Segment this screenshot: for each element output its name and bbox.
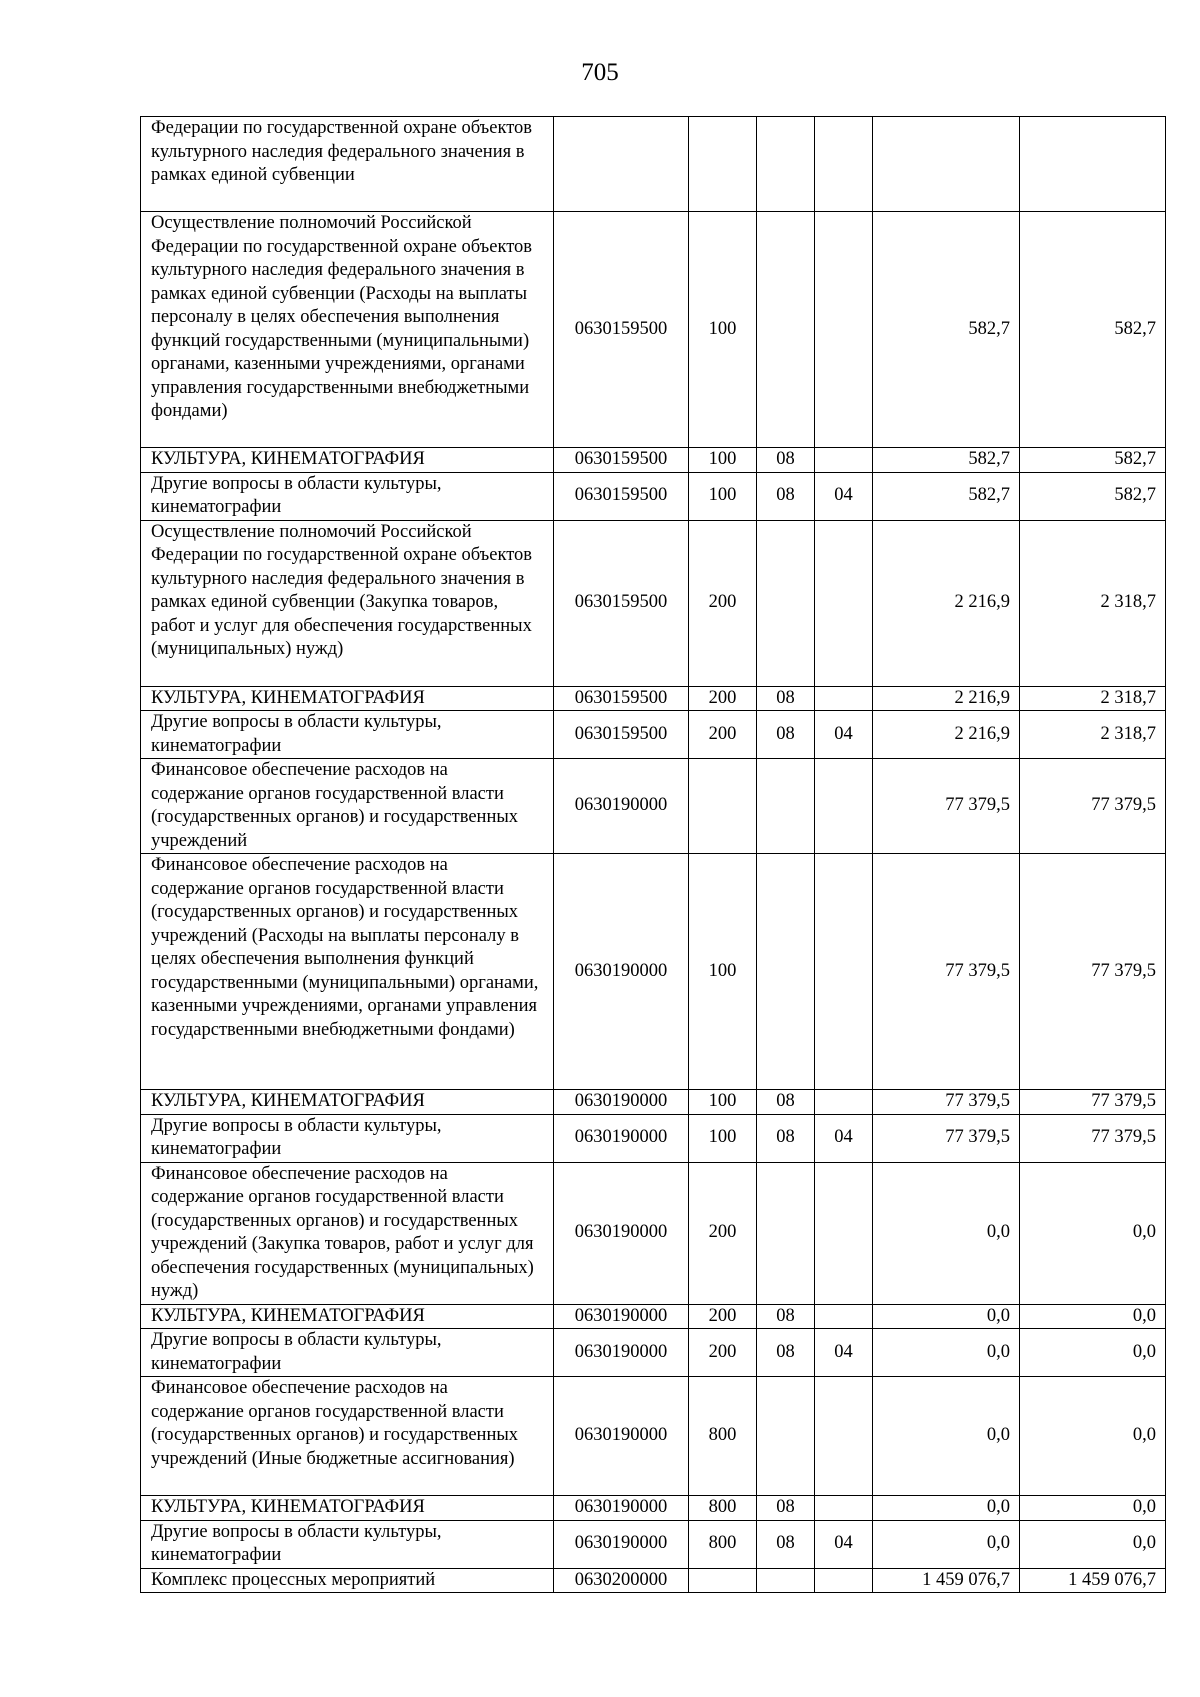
row-name: Финансовое обеспечение расходов на содержание органов государственной власти (государственных органов) и государственных учреждений — [141, 759, 554, 854]
row-expense-type — [689, 759, 757, 854]
table-row — [141, 759, 1166, 854]
row-section: 08 — [757, 711, 815, 759]
row-name: КУЛЬТУРА, КИНЕМАТОГРАФИЯ — [141, 1090, 554, 1115]
budget-table — [140, 116, 1166, 1593]
table-row — [141, 686, 1166, 711]
row-expense-type: 200 — [689, 1162, 757, 1304]
row-subsection: 04 — [815, 472, 873, 520]
table-row — [141, 1568, 1166, 1593]
row-amount-1 — [873, 117, 1020, 212]
row-expense-type: 100 — [689, 854, 757, 1090]
row-code — [554, 117, 689, 212]
row-amount-2: 2 318,7 — [1020, 711, 1166, 759]
row-amount-1: 582,7 — [873, 472, 1020, 520]
row-expense-type: 800 — [689, 1496, 757, 1521]
row-subsection: 04 — [815, 1114, 873, 1162]
row-subsection — [815, 212, 873, 448]
row-section: 08 — [757, 686, 815, 711]
row-code: 0630190000 — [554, 1520, 689, 1568]
row-amount-2: 77 379,5 — [1020, 1114, 1166, 1162]
row-amount-2: 0,0 — [1020, 1377, 1166, 1496]
row-subsection — [815, 520, 873, 686]
table-row — [141, 1162, 1166, 1304]
row-amount-1: 1 459 076,7 — [873, 1568, 1020, 1593]
table-row — [141, 1496, 1166, 1521]
row-amount-1: 2 216,9 — [873, 711, 1020, 759]
row-section: 08 — [757, 1090, 815, 1115]
table-row — [141, 854, 1166, 1090]
row-code: 0630190000 — [554, 1090, 689, 1115]
row-subsection — [815, 686, 873, 711]
row-subsection: 04 — [815, 711, 873, 759]
row-amount-2: 0,0 — [1020, 1496, 1166, 1521]
row-amount-1: 77 379,5 — [873, 854, 1020, 1090]
row-name: Финансовое обеспечение расходов на содержание органов государственной власти (государственных органов) и государственных учреждений (Закупка товаров, работ и услуг для обеспечения государственных (муниципальных) нужд) — [141, 1162, 554, 1304]
row-amount-2: 2 318,7 — [1020, 686, 1166, 711]
row-name: Другие вопросы в области культуры, кинематографии — [141, 1329, 554, 1377]
row-code: 0630190000 — [554, 759, 689, 854]
row-expense-type: 200 — [689, 686, 757, 711]
table-row — [141, 1520, 1166, 1568]
row-amount-1: 77 379,5 — [873, 759, 1020, 854]
row-code: 0630159500 — [554, 686, 689, 711]
row-section: 08 — [757, 1329, 815, 1377]
table-row — [141, 1090, 1166, 1115]
row-code: 0630190000 — [554, 1114, 689, 1162]
row-expense-type: 200 — [689, 1329, 757, 1377]
row-section — [757, 212, 815, 448]
row-amount-2: 77 379,5 — [1020, 759, 1166, 854]
row-amount-1: 0,0 — [873, 1329, 1020, 1377]
row-amount-2: 1 459 076,7 — [1020, 1568, 1166, 1593]
row-code: 0630190000 — [554, 1496, 689, 1521]
row-subsection — [815, 1496, 873, 1521]
row-name: КУЛЬТУРА, КИНЕМАТОГРАФИЯ — [141, 686, 554, 711]
row-amount-1: 2 216,9 — [873, 520, 1020, 686]
row-expense-type: 100 — [689, 1114, 757, 1162]
row-amount-1: 582,7 — [873, 448, 1020, 473]
row-code: 0630190000 — [554, 1162, 689, 1304]
row-expense-type: 200 — [689, 520, 757, 686]
table-row — [141, 212, 1166, 448]
row-amount-2: 582,7 — [1020, 448, 1166, 473]
row-code: 0630190000 — [554, 1329, 689, 1377]
row-amount-1: 0,0 — [873, 1162, 1020, 1304]
row-amount-1: 77 379,5 — [873, 1114, 1020, 1162]
table-row — [141, 117, 1166, 212]
row-name: Федерации по государственной охране объектов культурного наследия федерального значения в рамках единой субвенции — [141, 117, 554, 212]
row-amount-2: 0,0 — [1020, 1329, 1166, 1377]
page-number: 705 — [581, 59, 619, 86]
row-section — [757, 520, 815, 686]
row-section: 08 — [757, 448, 815, 473]
row-subsection — [815, 1377, 873, 1496]
row-name: Финансовое обеспечение расходов на содержание органов государственной власти (государственных органов) и государственных учреждений (Расходы на выплаты персоналу в целях обеспечения выполнения функций государственными (муниципальными) органами, казенными учреждениями, органами управления государственными внебюджетными фондами) — [141, 854, 554, 1090]
row-name: Другие вопросы в области культуры, кинематографии — [141, 1520, 554, 1568]
row-section — [757, 1377, 815, 1496]
row-section: 08 — [757, 1114, 815, 1162]
row-subsection: 04 — [815, 1329, 873, 1377]
row-expense-type: 100 — [689, 472, 757, 520]
row-code: 0630190000 — [554, 1377, 689, 1496]
row-expense-type — [689, 117, 757, 212]
row-amount-2 — [1020, 117, 1166, 212]
row-amount-1: 77 379,5 — [873, 1090, 1020, 1115]
row-subsection — [815, 1162, 873, 1304]
row-subsection — [815, 448, 873, 473]
row-section: 08 — [757, 1304, 815, 1329]
table-row — [141, 448, 1166, 473]
row-amount-1: 0,0 — [873, 1496, 1020, 1521]
row-name: Осуществление полномочий Российской Федерации по государственной охране объектов культурного наследия федерального значения в рамках единой субвенции (Расходы на выплаты персоналу в целях обеспечения выполнения функций государственными (муниципальными) органами, казенными учреждениями, органами управления государственными внебюджетными фондами) — [141, 212, 554, 448]
row-expense-type — [689, 1568, 757, 1593]
row-amount-2: 77 379,5 — [1020, 854, 1166, 1090]
row-code: 0630159500 — [554, 472, 689, 520]
row-subsection — [815, 759, 873, 854]
table-row — [141, 1304, 1166, 1329]
row-section: 08 — [757, 1496, 815, 1521]
row-name: КУЛЬТУРА, КИНЕМАТОГРАФИЯ — [141, 1304, 554, 1329]
row-code: 0630200000 — [554, 1568, 689, 1593]
table-row — [141, 1114, 1166, 1162]
row-amount-1: 582,7 — [873, 212, 1020, 448]
row-amount-1: 2 216,9 — [873, 686, 1020, 711]
row-code: 0630190000 — [554, 1304, 689, 1329]
row-section — [757, 1568, 815, 1593]
row-name: Другие вопросы в области культуры, кинематографии — [141, 472, 554, 520]
row-expense-type: 200 — [689, 1304, 757, 1329]
row-amount-2: 0,0 — [1020, 1304, 1166, 1329]
row-section: 08 — [757, 472, 815, 520]
row-name: Другие вопросы в области культуры, кинематографии — [141, 711, 554, 759]
row-name: Комплекс процессных мероприятий — [141, 1568, 554, 1593]
row-expense-type: 800 — [689, 1377, 757, 1496]
row-subsection — [815, 1090, 873, 1115]
row-amount-2: 582,7 — [1020, 472, 1166, 520]
row-section — [757, 854, 815, 1090]
row-name: КУЛЬТУРА, КИНЕМАТОГРАФИЯ — [141, 448, 554, 473]
table-row — [141, 1377, 1166, 1496]
row-section — [757, 759, 815, 854]
table-row — [141, 711, 1166, 759]
row-name: КУЛЬТУРА, КИНЕМАТОГРАФИЯ — [141, 1496, 554, 1521]
row-code: 0630190000 — [554, 854, 689, 1090]
row-amount-2: 2 318,7 — [1020, 520, 1166, 686]
row-subsection — [815, 1304, 873, 1329]
row-amount-1: 0,0 — [873, 1377, 1020, 1496]
table-row — [141, 1329, 1166, 1377]
row-amount-2: 77 379,5 — [1020, 1090, 1166, 1115]
row-expense-type: 100 — [689, 448, 757, 473]
row-section — [757, 1162, 815, 1304]
row-subsection: 04 — [815, 1520, 873, 1568]
row-name: Другие вопросы в области культуры, кинематографии — [141, 1114, 554, 1162]
row-expense-type: 100 — [689, 1090, 757, 1115]
row-amount-2: 0,0 — [1020, 1162, 1166, 1304]
row-amount-1: 0,0 — [873, 1304, 1020, 1329]
row-section — [757, 117, 815, 212]
row-expense-type: 200 — [689, 711, 757, 759]
table-row — [141, 520, 1166, 686]
row-amount-2: 0,0 — [1020, 1520, 1166, 1568]
row-subsection — [815, 117, 873, 212]
row-expense-type: 100 — [689, 212, 757, 448]
row-expense-type: 800 — [689, 1520, 757, 1568]
row-code: 0630159500 — [554, 711, 689, 759]
row-code: 0630159500 — [554, 448, 689, 473]
row-section: 08 — [757, 1520, 815, 1568]
row-amount-1: 0,0 — [873, 1520, 1020, 1568]
table-row — [141, 472, 1166, 520]
row-subsection — [815, 854, 873, 1090]
row-code: 0630159500 — [554, 212, 689, 448]
row-name: Финансовое обеспечение расходов на содержание органов государственной власти (государственных органов) и государственных учреждений (Иные бюджетные ассигнования) — [141, 1377, 554, 1496]
row-code: 0630159500 — [554, 520, 689, 686]
row-amount-2: 582,7 — [1020, 212, 1166, 448]
row-subsection — [815, 1568, 873, 1593]
row-name: Осуществление полномочий Российской Федерации по государственной охране объектов культурного наследия федерального значения в рамках единой субвенции (Закупка товаров, работ и услуг для обеспечения государственных (муниципальных) нужд) — [141, 520, 554, 686]
